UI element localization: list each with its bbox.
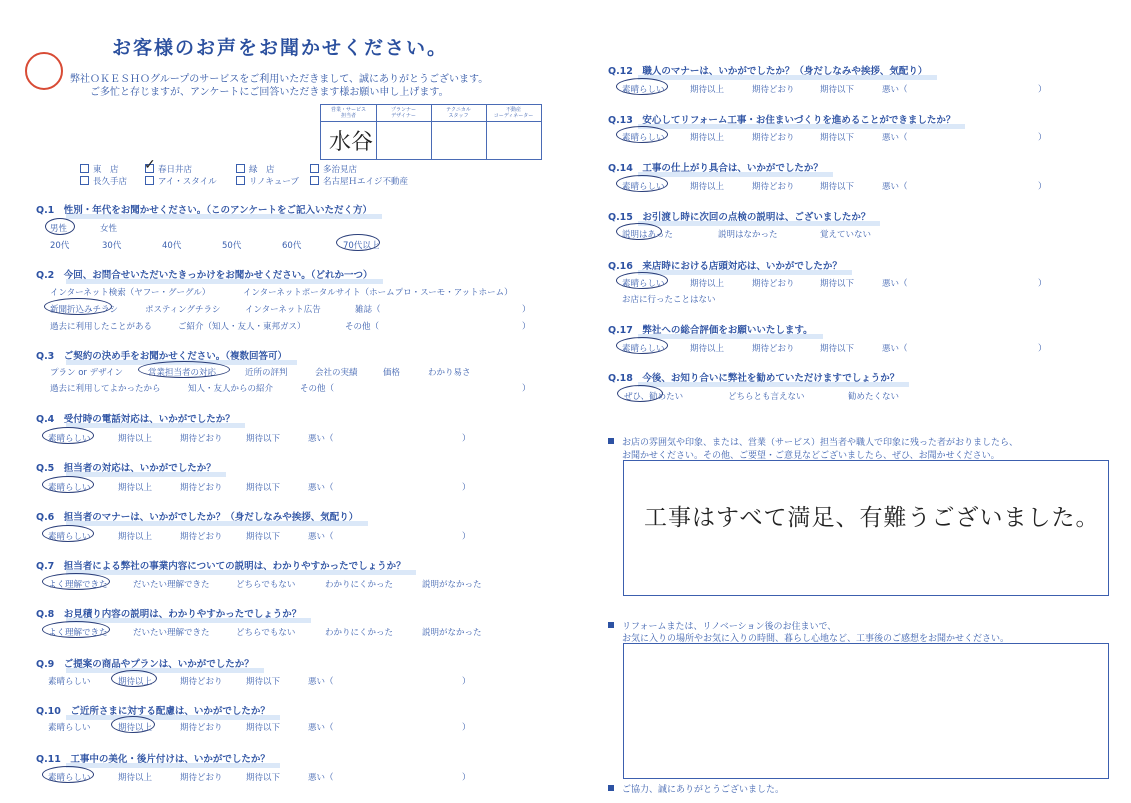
q2-search[interactable]: インターネット検索（ヤフー・グーグル） bbox=[50, 288, 211, 298]
answer-circle bbox=[616, 272, 668, 289]
staff-header-sales: 営業・サービス 担当者 bbox=[330, 107, 366, 119]
q14-title: Q.14 工事の仕上がり具合は、いかがでしたか？ bbox=[608, 160, 823, 174]
intro-line-2: ご多忙と存じますが、アンケートにご回答いただきます様お願い申し上げます。 bbox=[90, 87, 449, 98]
q5-bad[interactable]: 悪い（ bbox=[308, 483, 334, 493]
q12-excellent[interactable]: 素晴らしい bbox=[622, 85, 665, 95]
footer-thanks: ご協力、誠にありがとうございました。 bbox=[622, 785, 785, 795]
staff-header-planner: プランナー デザイナー bbox=[390, 107, 416, 119]
store-tajimi[interactable]: 多治見店 bbox=[310, 163, 357, 175]
q8-mostly[interactable]: だいたい理解できた bbox=[133, 628, 210, 638]
q7-none[interactable]: 説明がなかった bbox=[422, 580, 482, 590]
q18-title: Q.18 今後、お知り合いに弊社を勧めていただけますでしょうか？ bbox=[608, 370, 899, 384]
q15-not-explained[interactable]: 説明はなかった bbox=[718, 230, 778, 240]
answer-circle bbox=[616, 223, 662, 240]
answer-circle bbox=[616, 126, 668, 143]
q6-expected[interactable]: 期待どおり bbox=[180, 532, 223, 542]
q10-excellent[interactable]: 素晴らしい bbox=[48, 723, 91, 733]
q3-plan[interactable]: プラン or デザイン bbox=[50, 368, 124, 378]
q2-portal[interactable]: インターネットポータルサイト（ホームプロ・スーモ・アットホーム） bbox=[243, 288, 513, 298]
q2-referral[interactable]: ご紹介（知人・友人・東邦ガス） bbox=[178, 322, 306, 332]
q3-sales-staff[interactable]: 営業担当者の対応 bbox=[148, 368, 217, 378]
q3-clarity[interactable]: わかり易さ bbox=[428, 368, 471, 378]
q8-title: Q.8 お見積り内容の説明は、わかりやすかったでしょうか？ bbox=[36, 606, 301, 620]
q3-friend-referral[interactable]: 知人・友人からの紹介 bbox=[188, 384, 274, 394]
answer-circle bbox=[616, 78, 668, 95]
q11-bad[interactable]: 悪い（ bbox=[308, 773, 334, 783]
answer-circle bbox=[111, 716, 155, 733]
q3-other[interactable]: その他（ bbox=[300, 384, 335, 394]
q11-title: Q.11 工事中の美化・後片付けは、いかがでしたか？ bbox=[36, 751, 270, 765]
comments1-box[interactable] bbox=[623, 460, 1109, 596]
q4-above[interactable]: 期待以上 bbox=[118, 434, 153, 444]
q1-age-40[interactable]: 40代 bbox=[162, 241, 182, 251]
q17-below[interactable]: 期待以下 bbox=[820, 344, 855, 354]
answer-circle bbox=[111, 670, 157, 687]
q17-title: Q.17 弊社への総合評価をお願いいたします。 bbox=[608, 322, 813, 336]
store-nagakute[interactable]: 長久手店 bbox=[80, 175, 127, 187]
store-midori[interactable]: 緑 店 bbox=[236, 163, 275, 175]
q4-expected[interactable]: 期待どおり bbox=[180, 434, 223, 444]
q5-excellent[interactable]: 素晴らしい bbox=[48, 483, 91, 493]
answer-circle bbox=[42, 573, 110, 590]
staff-header-technical: テクニカル スタッフ bbox=[446, 107, 471, 119]
q4-excellent[interactable]: 素晴らしい bbox=[48, 434, 91, 444]
q7-understood[interactable]: よく理解できた bbox=[48, 580, 108, 590]
q7-neither[interactable]: どちらでもない bbox=[236, 580, 296, 590]
q13-expected[interactable]: 期待どおり bbox=[752, 133, 795, 143]
q13-below[interactable]: 期待以下 bbox=[820, 133, 855, 143]
q3-price[interactable]: 価格 bbox=[383, 368, 401, 378]
q6-excellent[interactable]: 素晴らしい bbox=[48, 532, 91, 542]
q6-above[interactable]: 期待以上 bbox=[118, 532, 153, 542]
q5-expected[interactable]: 期待どおり bbox=[180, 483, 223, 493]
q14-above[interactable]: 期待以上 bbox=[690, 182, 725, 192]
q2-other[interactable]: その他（ bbox=[345, 322, 380, 332]
q15-explained[interactable]: 説明はあった bbox=[622, 230, 673, 240]
q5-below[interactable]: 期待以下 bbox=[246, 483, 281, 493]
intro-line-1: 弊社ＯＫＥＳＨＯグループのサービスをご利用いただきまして、誠にありがとうございます。 bbox=[70, 74, 489, 85]
comments2-prompt-1: リフォームまたは、リノベーション後のお住まいで、 bbox=[622, 622, 837, 632]
q7-mostly[interactable]: だいたい理解できた bbox=[133, 580, 210, 590]
q3-reputation[interactable]: 近所の評判 bbox=[245, 368, 288, 378]
q4-bad[interactable]: 悪い（ bbox=[308, 434, 334, 444]
q4-title: Q.4 受付時の電話対応は、いかがでしたか？ bbox=[36, 411, 235, 425]
q13-title: Q.13 安心してリフォーム工事・お住まいづくりを進めることができましたか？ bbox=[608, 112, 955, 126]
q1-age-60[interactable]: 60代 bbox=[282, 241, 302, 251]
q12-title: Q.12 職人のマナーは、いかがでしたか？（身だしなみや挨拶、気配り） bbox=[608, 63, 927, 77]
q4-below[interactable]: 期待以下 bbox=[246, 434, 281, 444]
store-renocube[interactable]: リノキューブ bbox=[236, 175, 299, 187]
q14-excellent[interactable]: 素晴らしい bbox=[622, 182, 665, 192]
page-title: お客様のお声をお聞かせください。 bbox=[112, 37, 449, 59]
seal-stamp bbox=[25, 52, 63, 90]
q11-below[interactable]: 期待以下 bbox=[246, 773, 281, 783]
q17-excellent[interactable]: 素晴らしい bbox=[622, 344, 665, 354]
sales-staff-name: 水谷 bbox=[329, 130, 374, 155]
answer-circle bbox=[617, 385, 663, 402]
q16-excellent[interactable]: 素晴らしい bbox=[622, 279, 665, 289]
q5-title: Q.5 担当者の対応は、いかがでしたか？ bbox=[36, 460, 216, 474]
q9-below[interactable]: 期待以下 bbox=[246, 677, 281, 687]
q12-bad[interactable]: 悪い（ bbox=[882, 85, 908, 95]
q12-expected[interactable]: 期待どおり bbox=[752, 85, 795, 95]
store-kasugai[interactable]: 春日井店 bbox=[145, 163, 192, 175]
store-nagoya-realestate[interactable]: 名古屋Ｈエイジ不動産 bbox=[310, 175, 408, 187]
q8-unclear[interactable]: わかりにくかった bbox=[325, 628, 394, 638]
q3-past-good[interactable]: 過去に利用してよかったから bbox=[50, 384, 161, 394]
q11-excellent[interactable]: 素晴らしい bbox=[48, 773, 91, 783]
q10-above[interactable]: 期待以上 bbox=[118, 723, 153, 733]
bullet-square-icon bbox=[608, 622, 614, 628]
q9-above[interactable]: 期待以上 bbox=[118, 677, 153, 687]
q9-expected[interactable]: 期待どおり bbox=[180, 677, 223, 687]
q13-above[interactable]: 期待以上 bbox=[690, 133, 725, 143]
store-istyle[interactable]: アイ・スタイル bbox=[145, 175, 217, 187]
answer-circle bbox=[42, 476, 94, 493]
q15-title: Q.15 お引渡し時に次回の点検の説明は、ございましたか？ bbox=[608, 209, 870, 223]
staff-table bbox=[320, 104, 542, 160]
q8-understood[interactable]: よく理解できた bbox=[48, 628, 108, 638]
q6-bad[interactable]: 悪い（ bbox=[308, 532, 334, 542]
comments1-prompt-2: お聞かせください。その他、ご要望・ご意見などございましたら、ぜひ、お聞かせください。 bbox=[622, 451, 1000, 461]
q16-title: Q.16 来店時における店頭対応は、いかがでしたか？ bbox=[608, 258, 842, 272]
q10-below[interactable]: 期待以下 bbox=[246, 723, 281, 733]
q15-not-remember[interactable]: 覚えていない bbox=[820, 230, 872, 240]
q2-newspaper[interactable]: 新聞折込みチラシ bbox=[50, 305, 119, 315]
answer-circle bbox=[42, 525, 94, 542]
answer-circle bbox=[138, 361, 230, 378]
answer-circle bbox=[42, 621, 110, 638]
q2-past-use[interactable]: 過去に利用したことがある bbox=[50, 322, 153, 332]
comments2-box[interactable] bbox=[623, 643, 1109, 779]
answer-circle bbox=[616, 337, 668, 354]
q2-magazine[interactable]: 雑誌（ bbox=[355, 305, 381, 315]
store-higashi[interactable]: 東 店 bbox=[80, 163, 119, 175]
q17-expected[interactable]: 期待どおり bbox=[752, 344, 795, 354]
q10-bad[interactable]: 悪い（ bbox=[308, 723, 334, 733]
q6-below[interactable]: 期待以下 bbox=[246, 532, 281, 542]
q12-below[interactable]: 期待以下 bbox=[820, 85, 855, 95]
q14-expected[interactable]: 期待どおり bbox=[752, 182, 795, 192]
q9-title: Q.9 ご提案の商品やプランは、いかがでしたか？ bbox=[36, 656, 254, 670]
check-mark-icon: ✓ bbox=[144, 157, 156, 173]
q12-above[interactable]: 期待以上 bbox=[690, 85, 725, 95]
q13-bad[interactable]: 悪い（ bbox=[882, 133, 908, 143]
q14-below[interactable]: 期待以下 bbox=[820, 182, 855, 192]
answer-circle bbox=[616, 175, 668, 192]
q3-track-record[interactable]: 会社の実績 bbox=[315, 368, 358, 378]
comments1-answer: 工事はすべて満足、有難うございました。 bbox=[644, 505, 1100, 531]
q1-age-50[interactable]: 50代 bbox=[222, 241, 242, 251]
bullet-square-icon bbox=[608, 785, 614, 791]
q18-neutral[interactable]: どちらとも言えない bbox=[728, 392, 805, 402]
answer-circle bbox=[45, 218, 75, 235]
q16-never-visited[interactable]: お店に行ったことはない bbox=[622, 295, 716, 305]
q16-below[interactable]: 期待以下 bbox=[820, 279, 855, 289]
q14-bad[interactable]: 悪い（ bbox=[882, 182, 908, 192]
q18-not-recommend[interactable]: 勧めたくない bbox=[848, 392, 900, 402]
staff-header-realestate: 不動産 コーディネーター bbox=[493, 107, 534, 119]
q1-male[interactable]: 男性 bbox=[50, 224, 68, 234]
q16-expected[interactable]: 期待どおり bbox=[752, 279, 795, 289]
q1-female[interactable]: 女性 bbox=[100, 224, 118, 234]
q13-excellent[interactable]: 素晴らしい bbox=[622, 133, 665, 143]
comments1-prompt-1: お店の雰囲気や印象、または、営業（サービス）担当者や職人で印象に残った者がおりましたら、 bbox=[622, 438, 1019, 448]
answer-circle bbox=[44, 298, 112, 315]
q2-web-ad[interactable]: インターネット広告 bbox=[245, 305, 321, 315]
comments2-prompt-2: お気に入りの場所やお気に入りの時間、暮らし心地など、工事後のご感想をお聞かせください。 bbox=[622, 634, 1010, 644]
q9-excellent[interactable]: 素晴らしい bbox=[48, 677, 91, 687]
q5-above[interactable]: 期待以上 bbox=[118, 483, 153, 493]
q1-title: Q.1 性別・年代をお聞かせください。（このアンケートをご記入いただく方） bbox=[36, 202, 372, 216]
q1-age-70plus[interactable]: 70代以上 bbox=[343, 241, 380, 251]
q16-above[interactable]: 期待以上 bbox=[690, 279, 725, 289]
q9-bad[interactable]: 悪い（ bbox=[308, 677, 334, 687]
q11-above[interactable]: 期待以上 bbox=[118, 773, 153, 783]
answer-circle bbox=[42, 427, 94, 444]
q17-above[interactable]: 期待以上 bbox=[690, 344, 725, 354]
answer-circle bbox=[336, 234, 380, 251]
q8-none[interactable]: 説明がなかった bbox=[422, 628, 482, 638]
q1-age-30[interactable]: 30代 bbox=[102, 241, 122, 251]
q6-title: Q.6 担当者のマナーは、いかがでしたか？（身だしなみや挨拶、気配り） bbox=[36, 509, 358, 523]
bullet-square-icon bbox=[608, 438, 614, 444]
q2-title: Q.2 今回、お問合せいただいたきっかけをお聞かせください。（どれか一つ） bbox=[36, 267, 373, 281]
q2-posting[interactable]: ポスティングチラシ bbox=[145, 305, 221, 315]
q11-expected[interactable]: 期待どおり bbox=[180, 773, 223, 783]
q17-bad[interactable]: 悪い（ bbox=[882, 344, 908, 354]
q1-age-20[interactable]: 20代 bbox=[50, 241, 70, 251]
q7-unclear[interactable]: わかりにくかった bbox=[325, 580, 394, 590]
q18-recommend[interactable]: ぜひ、勧めたい bbox=[624, 392, 684, 402]
q8-neither[interactable]: どちらでもない bbox=[236, 628, 296, 638]
q10-expected[interactable]: 期待どおり bbox=[180, 723, 223, 733]
q7-title: Q.7 担当者による弊社の事業内容についての説明は、わかりやすかったでしょうか？ bbox=[36, 558, 406, 572]
answer-circle bbox=[42, 766, 94, 783]
q10-title: Q.10 ご近所さまに対する配慮は、いかがでしたか？ bbox=[36, 703, 270, 717]
q3-title: Q.3 ご契約の決め手をお聞かせください。（複数回答可） bbox=[36, 348, 287, 362]
q16-bad[interactable]: 悪い（ bbox=[882, 279, 908, 289]
